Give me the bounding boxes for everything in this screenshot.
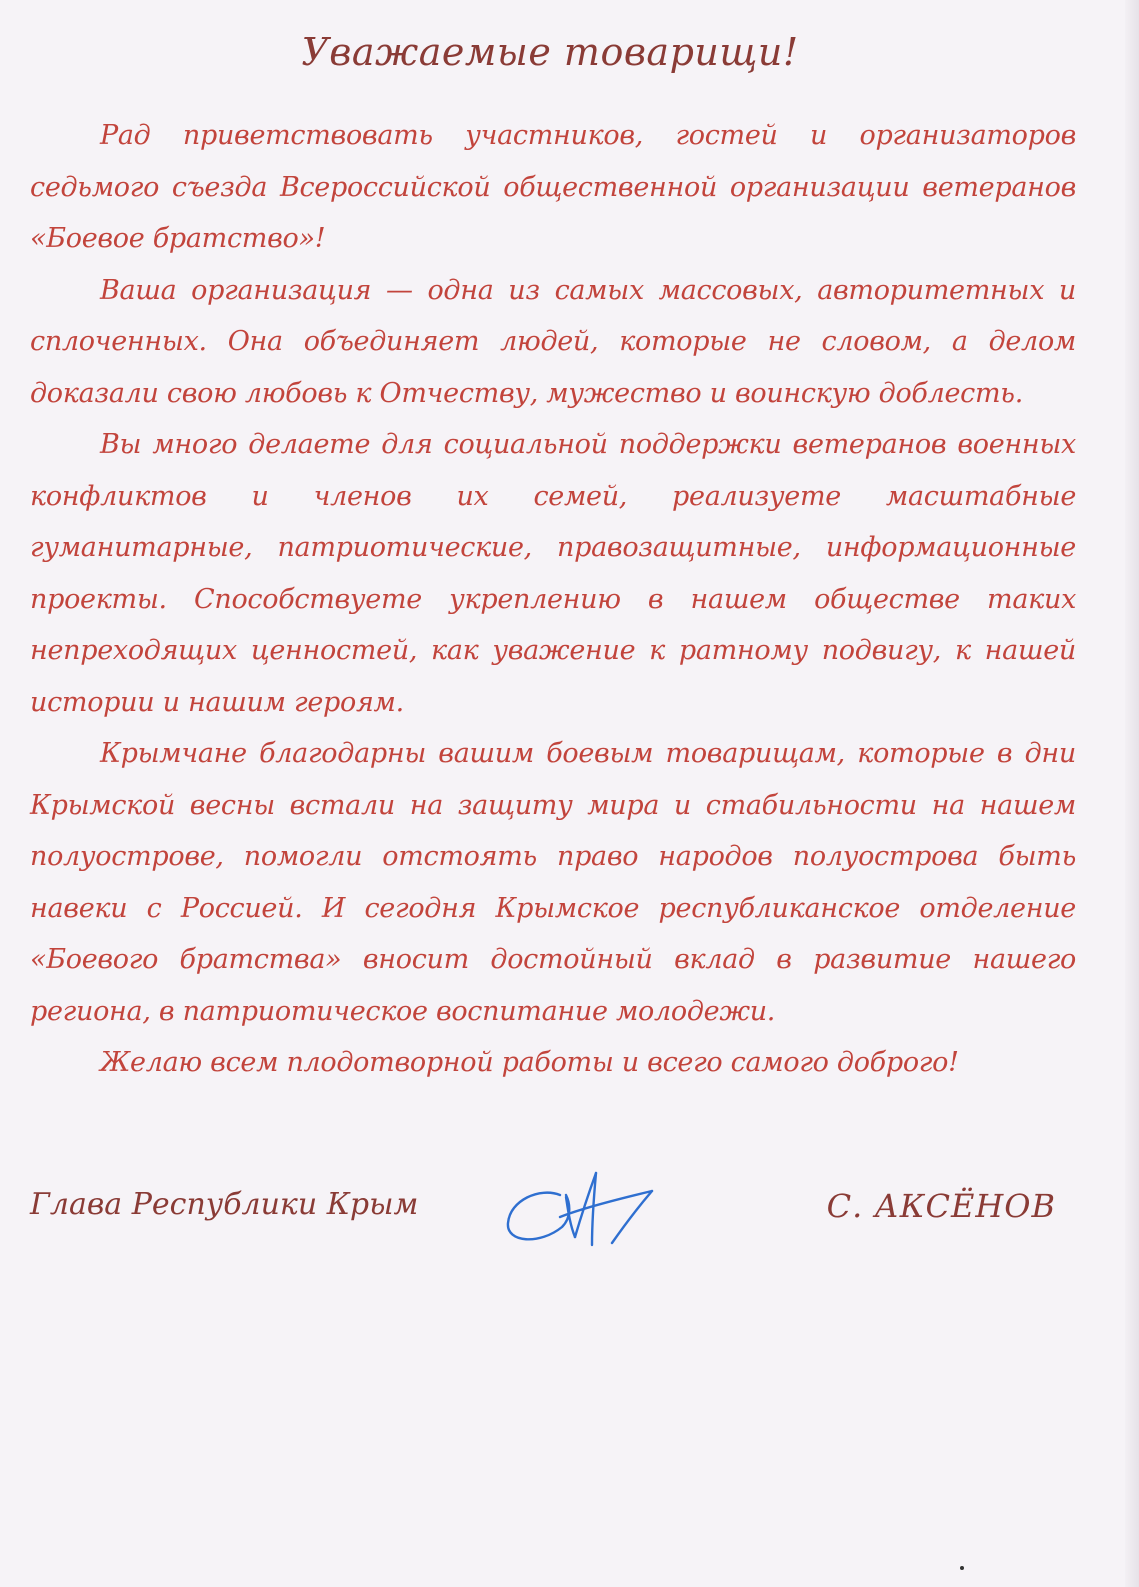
page-edge (1125, 0, 1139, 1587)
letter-body (30, 110, 1076, 1089)
paragraph-wishes: Желаю всем плодотворной работы и всего самого доброго! (100, 1047, 959, 1078)
signer-name: С. АКСЁНОВ (826, 1187, 1056, 1225)
paragraph-crimea: Крымчане благодарны вашим боевым товарищам, которые в дни Крымской весны встали на защиту мира и стабильности на нашем полуострове, помогли отстоять право народов полуострова быть навеки с Россией. И сегодня Крымское республиканское отделение «Боевого братства» вносит достойный вклад в развитие нашего региона, в патриотическое воспитание молодежи. (30, 738, 1076, 1027)
paragraph-activities: Вы много делаете для социальной поддержки ветеранов военных конфликтов и членов их семей, реализуете масштабные гуманитарные, патриотические, правозащитные, информационные проекты. Способствуете укреплению в нашем обществе таких непреходящих ценностей, как уважение к ратному подвигу, к нашей истории и нашим героям. (30, 429, 1076, 718)
letter-title: Уважаемые товарищи! (301, 30, 799, 74)
scan-speck (960, 1566, 964, 1570)
handwritten-signature (500, 1165, 660, 1255)
paragraph-organization: Ваша организация — одна из самых массовых, авторитетных и сплоченных. Она объединяет людей, которые не словом, а делом доказали свою любовь к Отчеству, мужество и воинскую доблесть. (30, 274, 1076, 409)
signer-position: Глава Республики Крым (30, 1187, 419, 1222)
paragraph-greeting: Рад приветствовать участников, гостей и организаторов седьмого съезда Всероссийской общественной организации ветеранов «Боевое братство»! (30, 120, 1076, 254)
signature-block (30, 1165, 1076, 1255)
